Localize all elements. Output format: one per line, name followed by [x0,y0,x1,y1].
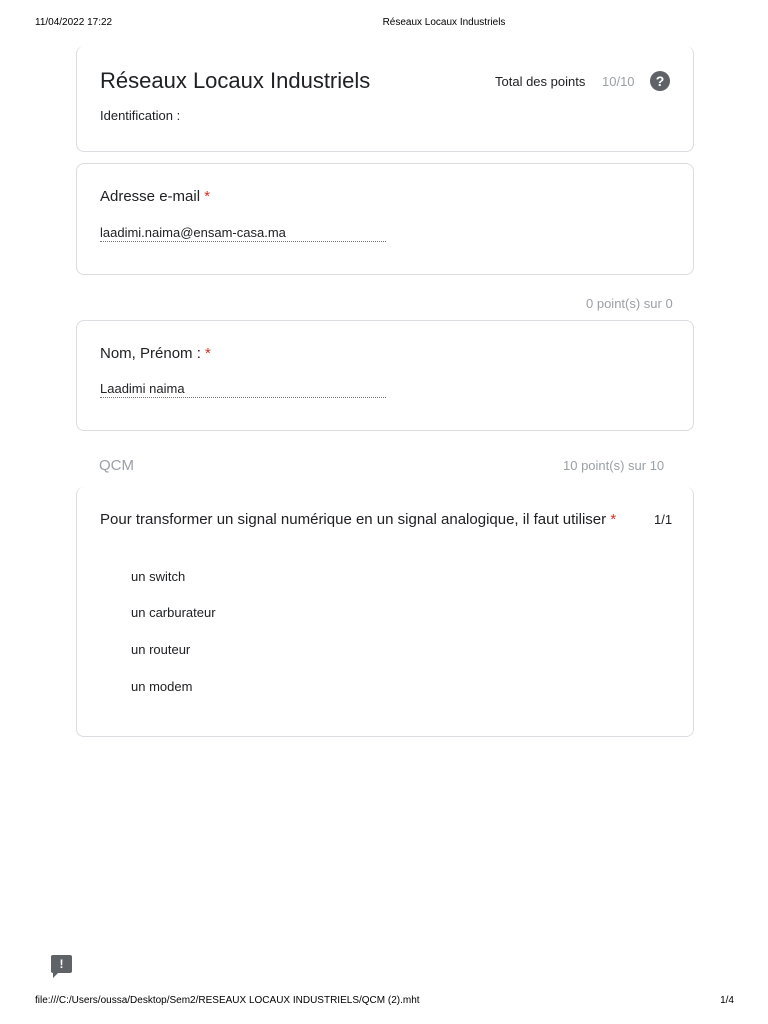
print-title: Réseaux Locaux Industriels [382,17,506,28]
identification-points: 0 point(s) sur 0 [586,296,673,311]
form-header-card [76,46,694,152]
email-question-card [76,163,694,275]
question-label [100,511,645,528]
email-question-label [100,188,210,205]
email-question-text: Adresse e-mail [100,188,201,205]
required-mark: * [204,188,211,205]
total-points-value: 10/10 [602,74,635,89]
print-datetime: 11/04/2022 17:22 [35,17,113,28]
print-header [0,17,768,31]
option-carburateur[interactable]: un carburateur [131,605,216,620]
name-question-text: Nom, Prénom : [100,345,201,362]
question-score: 1/1 [654,512,673,527]
option-modem[interactable]: un modem [131,679,193,694]
form-description: Identification : [100,108,181,123]
required-mark: * [205,345,211,362]
question-card [76,487,694,737]
feedback-icon[interactable]: ! [51,955,72,973]
name-question-label [100,345,211,362]
option-routeur[interactable]: un routeur [131,642,191,657]
qcm-section-points: 10 point(s) sur 10 [563,458,665,473]
qcm-section-title: QCM [99,457,134,474]
required-mark: * [610,511,617,528]
help-icon[interactable]: ? [650,71,670,91]
print-file-path: file:///C:/Users/oussa/Desktop/Sem2/RESEAUX LOCAUX INDUSTRIELS/QCM (2).mht [35,995,420,1006]
total-points-label: Total des points [495,74,586,89]
question-text: Pour transformer un signal numérique en un signal analogique, il faut utiliser [100,511,607,528]
option-switch[interactable]: un switch [131,569,186,584]
name-answer: Laadimi naima [100,381,386,398]
name-question-card [76,320,694,431]
email-answer: laadimi.naima@ensam-casa.ma [100,225,386,242]
form-title: Réseaux Locaux Industriels [100,68,371,93]
print-page-number: 1/4 [720,995,734,1006]
